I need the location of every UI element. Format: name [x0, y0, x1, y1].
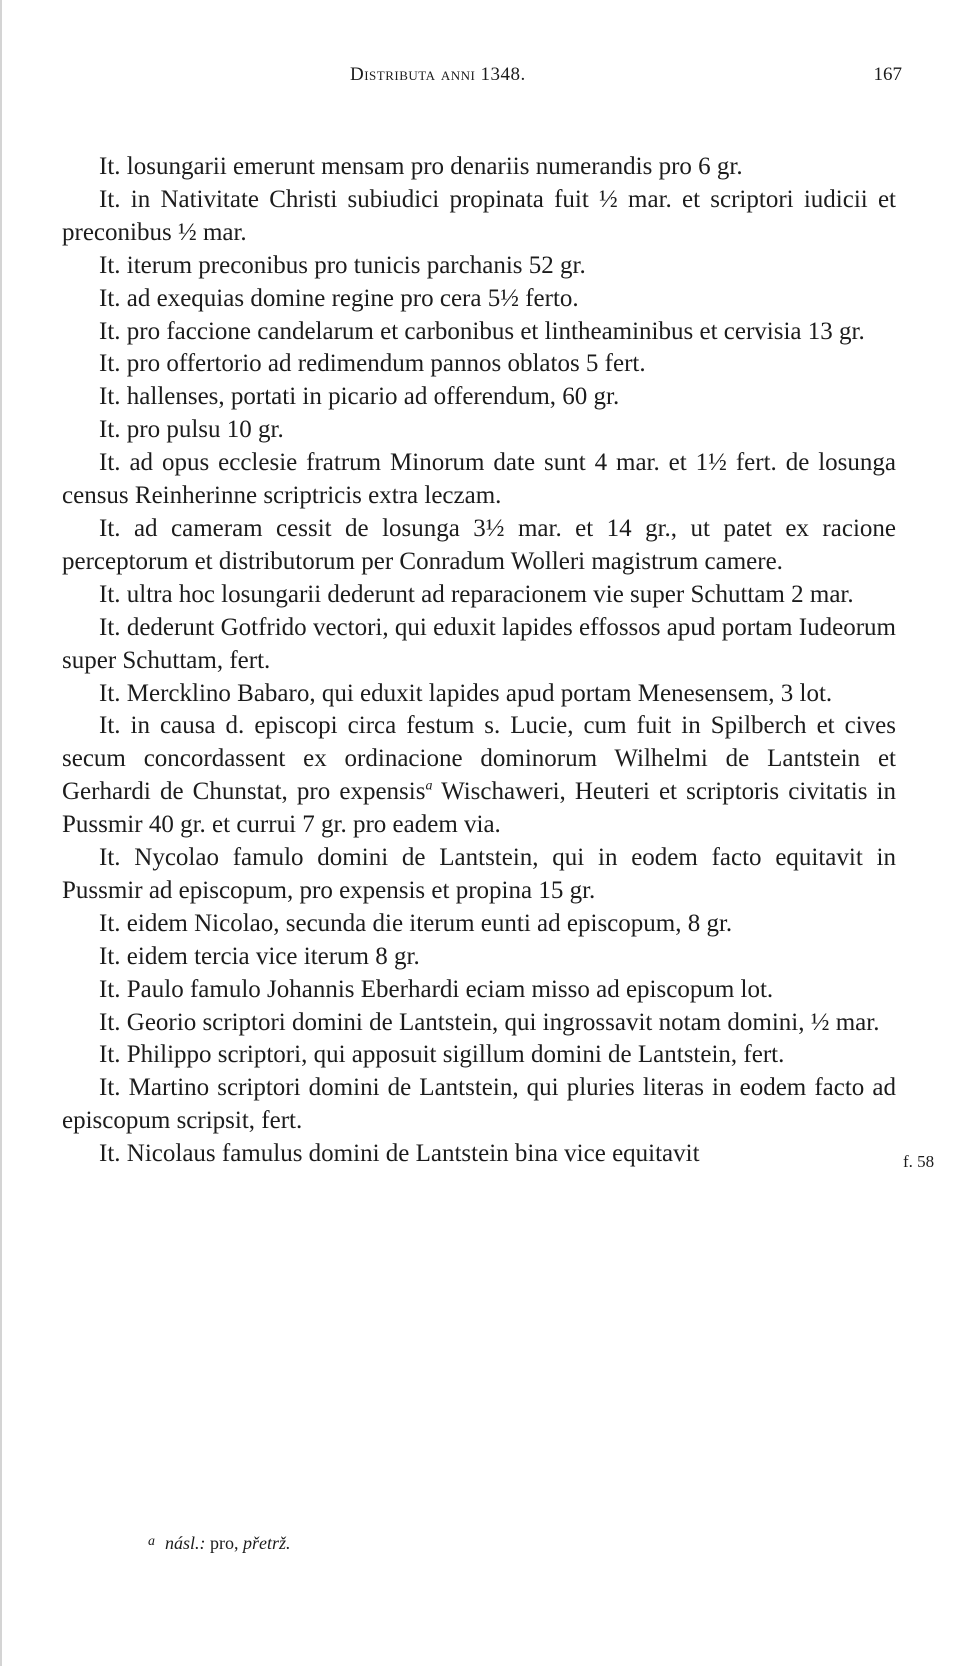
entry-with-footnote [62, 710, 896, 842]
footnote-label: násl.: [165, 1533, 206, 1553]
entry: It. pro faccione candelarum et carbonibus et lintheaminibus et cervisia 13 gr. [99, 317, 865, 345]
entry: It. Nicolaus famulus domini de Lantstein bina vice equitavit [99, 1140, 700, 1168]
footnote [148, 1533, 291, 1554]
entry: It. Philippo scriptori, qui apposuit sigillum domini de Lantstein, fert. [99, 1041, 785, 1069]
entry: It. Mercklino Babaro, qui eduxit lapides apud portam Menesensem, 3 lot. [99, 679, 833, 707]
entry: It. dederunt Gotfrido vectori, qui eduxit lapides effossos apud portam Iudeorum super Schuttam, fert. [62, 613, 896, 674]
entry: It. losungarii emerunt mensam pro denariis numerandis pro 6 gr. [99, 153, 743, 180]
running-title: Distributa anni 1348. [350, 64, 526, 85]
entry: It. pro pulsu 10 gr. [99, 416, 284, 444]
entry: It. ad exequias domine regine pro cera 5½ ferto. [99, 284, 579, 312]
folio-margin-note: f. 58 [903, 1152, 935, 1171]
entry: It. Paulo famulo Johannis Eberhardi eciam misso ad episcopum lot. [99, 975, 774, 1003]
entry: It. ad cameram cessit de losunga 3½ mar. et 14 gr., ut patet ex racione perceptorum et distributorum per Conradum Wolleri magistrum camere. [62, 514, 896, 575]
body-text [62, 151, 896, 1171]
entry: It. eidem Nicolao, secunda die iterum eunti ad episcopum, 8 gr. [99, 909, 733, 937]
entry: It. in Nativitate Christi subiudici propinata fuit ½ mar. et scriptori iudicii et preconibus ½ mar. [62, 185, 896, 246]
footnote-mark: a [148, 1534, 155, 1549]
entry: It. eidem tercia vice iterum 8 gr. [99, 942, 420, 970]
entry: It. iterum preconibus pro tunicis parchanis 52 gr. [99, 251, 586, 279]
entry: It. ad opus ecclesie fratrum Minorum date sunt 4 mar. et 1½ fert. de losunga census Reinherinne scriptricis extra leczam. [62, 449, 896, 510]
entry: It. Georio scriptori domini de Lantstein, qui ingrossavit notam domini, ½ mar. [99, 1008, 880, 1036]
entry: It. pro offertorio ad redimendum pannos oblatos 5 fert. [99, 350, 646, 378]
footnote-reference: a [425, 778, 433, 794]
footnote-text: pro, [205, 1533, 243, 1553]
entry-text-after-note: Wischaweri, Heuteri et scriptoris civitatis in Pussmir 40 gr. et currui 7 gr. pro eadem via. [62, 778, 896, 839]
entry: It. Martino scriptori domini de Lantstein, qui pluries literas in eodem facto ad episcopum scripsit, fert. [62, 1074, 896, 1135]
page-edge [0, 0, 2, 1666]
entry-text-before-note: It. in causa d. episcopi circa festum s. Lucie, cum fuit in Spilberch et cives secum concordassent ex ordinacione dominorum Wilhelmi de Lantstein et Gerhardi de Chunstat, pro expensis [62, 712, 896, 806]
entry: It. ultra hoc losungarii dederunt ad reparacionem vie super Schuttam 2 mar. [99, 580, 854, 608]
page-number: 167 [873, 64, 902, 85]
footnote-word: přetrž. [243, 1533, 291, 1553]
running-head [62, 64, 902, 90]
entry: It. hallenses, portati in picario ad offerendum, 60 gr. [99, 383, 620, 411]
entry: It. Nycolao famulo domini de Lantstein, qui in eodem facto equitavit in Pussmir ad episcopum, pro expensis et propina 15 gr. [62, 844, 896, 904]
